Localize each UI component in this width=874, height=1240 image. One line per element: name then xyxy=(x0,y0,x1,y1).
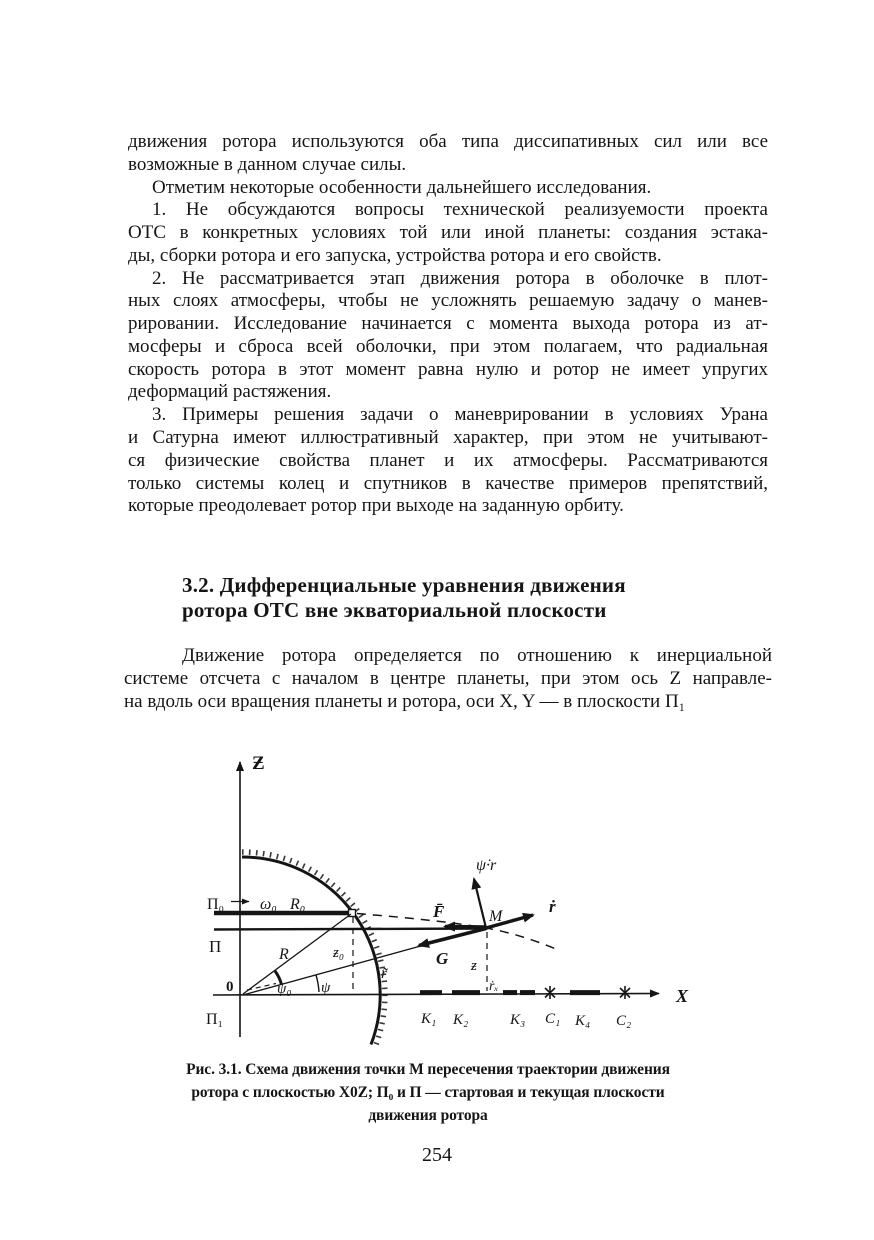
text-line: 3. Примеры решения задачи о маневрировании в условиях Урана xyxy=(152,404,768,426)
text-line: и Сатурна имеют иллюстративный характер, при этом не учитывают- xyxy=(128,427,768,449)
figure-caption xyxy=(158,1058,698,1127)
satellite-c2-label: С₂ xyxy=(616,1013,632,1029)
text-line: ных слоях атмосферы, чтобы не усложнять решаемую задачу о манев- xyxy=(128,290,768,312)
obstacle-k3-label: К₃ xyxy=(510,1012,526,1028)
satellite-c1-marker xyxy=(545,986,555,999)
section-heading-line: ротора ОТС вне экваториальной плоскости xyxy=(182,597,607,622)
satellite-c1-label: С₁ xyxy=(545,1011,561,1027)
angle-psi-label: ψ xyxy=(321,980,331,996)
figure-caption-line: движения ротора xyxy=(368,1107,488,1124)
figure-3-1-diagram xyxy=(170,735,710,1055)
paragraph xyxy=(128,268,768,405)
figure-caption-line: ротора с плоскостью X0Z; П₀ и П — стартовая и текущая плоскости xyxy=(191,1084,665,1101)
obstacle-k2-label: К₂ xyxy=(453,1012,469,1028)
force-F-label: F̄ xyxy=(433,902,445,921)
radius-R-label: R xyxy=(279,946,289,963)
text-line: Движение ротора определяется по отношению к инерциальной xyxy=(182,645,772,666)
planet-hatching xyxy=(242,852,385,1046)
paragraph xyxy=(128,131,768,177)
origin-label: 0 xyxy=(226,979,234,995)
radial-velocity-label: ṙ xyxy=(549,897,556,916)
z-axis-label: Ƶ xyxy=(252,753,265,774)
r0-label: R₀ xyxy=(290,896,306,913)
x-axis-label: X xyxy=(676,986,689,1006)
text-line: мосферы и сброса всей оболочки, при этом полагаем, что радиальная xyxy=(128,335,768,357)
text-line: на вдоль оси вращения планеты и ротора, оси X, Y — в плоскости П₁ xyxy=(124,690,686,712)
text-line: рировании. Исследование начинается с момента выхода ротора из ат- xyxy=(128,313,768,335)
text-line: которые преодолевает ротор при выходе на заданную орбиту. xyxy=(128,495,624,517)
section-heading xyxy=(182,573,742,622)
text-line: Отметим некоторые особенности дальнейшего исследования. xyxy=(152,176,652,198)
text-line: 1. Не обсуждаются вопросы технической реализуемости проекта xyxy=(152,199,768,221)
plane-pi-label: П xyxy=(209,937,222,956)
text-line: ОТС в конкретных условиях той или иной планеты: создания эстака- xyxy=(128,222,768,244)
gravity-G-vector xyxy=(419,929,486,946)
page-number: 254 xyxy=(422,1144,452,1166)
text-line: скорость ротора в этот момент равна нулю и ротор не имеет упругих xyxy=(128,358,768,380)
radius-r-label: r̃ xyxy=(381,965,388,982)
z-label: ƶ xyxy=(471,958,477,974)
body-text-block xyxy=(128,131,768,518)
paragraph xyxy=(128,177,768,200)
figure-caption-line: Рис. 3.1. Схема движения точки М пересечения траектории движения xyxy=(186,1061,670,1078)
section-heading-line: 3.2. Дифференциальные уравнения движения xyxy=(182,573,626,597)
planet-surface-arc xyxy=(242,857,380,1045)
satellite-c2-marker xyxy=(620,986,630,999)
text-line: ды, сборки ротора и его запуска, устройства ротора и его свойств. xyxy=(128,244,662,266)
text-line: только системы колец и спутников в качестве примеров препятствий, xyxy=(128,472,768,494)
angle-psi-arc xyxy=(316,975,319,992)
gravity-G-label: G xyxy=(436,949,449,968)
force-F-vector xyxy=(445,927,486,928)
transverse-velocity-vector xyxy=(474,879,486,928)
text-line: ся физические свойства планет и их атмосферы. Рассматриваются xyxy=(128,449,768,471)
paragraph xyxy=(128,199,768,267)
omega0-label: ω₀ xyxy=(260,896,277,913)
plane-pi1-label: П₁ xyxy=(206,1011,224,1028)
paragraph xyxy=(128,404,768,518)
intro-paragraph xyxy=(124,645,772,712)
angle-psi0-label: ψ₀ xyxy=(277,981,292,997)
plane-pi-line xyxy=(214,929,487,930)
text-line: системе отсчета с началом в центре планеты, при этом ось Z направле- xyxy=(124,667,772,689)
text-line: 2. Не рассматривается этап движения ротора в оболочке в плот- xyxy=(152,267,768,289)
z0-label: ƶ₀ xyxy=(333,945,345,961)
transverse-velocity-label: ψ̇·r xyxy=(476,857,497,874)
plane-pi0-label: П₀ xyxy=(207,896,225,913)
obstacle-k1-label: К₁ xyxy=(421,1011,437,1027)
trajectory-curve xyxy=(357,914,558,951)
text-line: деформаций растяжения. xyxy=(128,381,332,403)
text-line: движения ротора используются оба типа диссипативных сил или все xyxy=(128,131,768,152)
rx-dot-label: ṙₓ xyxy=(489,979,499,994)
text-line: возможные в данном случае силы. xyxy=(128,153,407,175)
obstacle-k4-label: К₄ xyxy=(575,1013,591,1029)
point-M-label: M xyxy=(489,908,503,925)
